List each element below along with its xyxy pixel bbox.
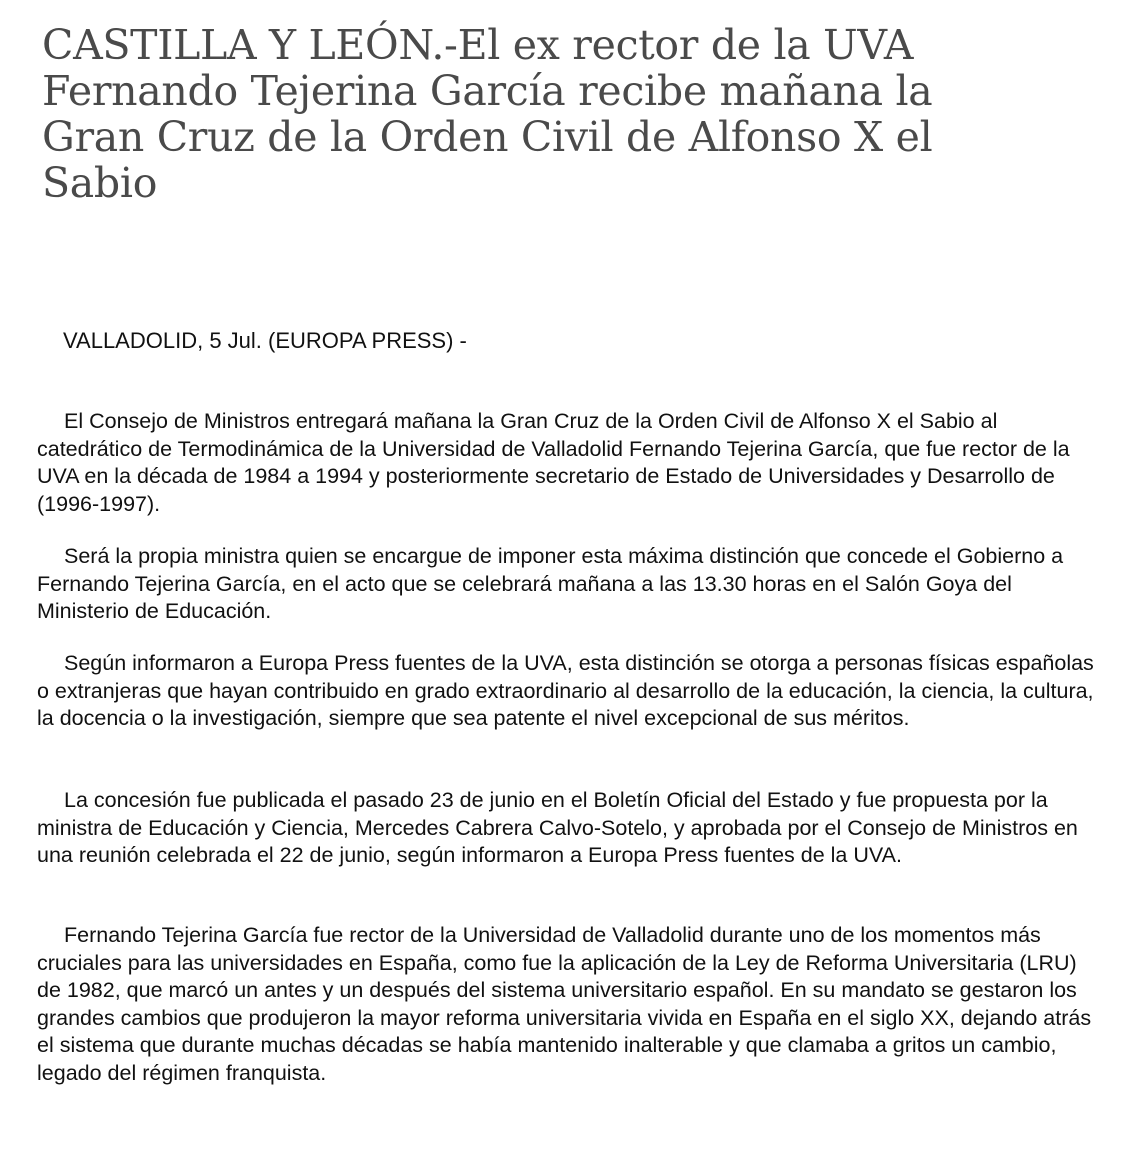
article-paragraph-2: Será la propia ministra quien se encargue de imponer esta máxima distinción que concede el Gobierno a Fernando Tejerina García, en el acto que se celebrará mañana a las 13.30 horas en el Salón Goya del Ministerio de Educación. bbox=[37, 544, 1064, 623]
article-paragraph-5: Fernando Tejerina García fue rector de la Universidad de Valladolid durante uno de los momentos más cruciales para las universidades en España, como fue la aplicación de la Ley de Reforma Universitaria (LRU) de 1982, que marcó un antes y un después del sistema universitario español. En su mandato se gestaron los grandes cambios que produjeron la mayor reforma universitaria vivida en España en el siglo XX, dejando atrás el sistema que durante muchas décadas se había mantenido inalterable y que clamaba a gritos un cambio, legado del régimen franquista. bbox=[37, 923, 1092, 1085]
article-paragraph-3: Según informaron a Europa Press fuentes de la UVA, esta distinción se otorga a personas físicas españolas o extranjeras que hayan contribuido en grado extraordinario al desarrollo de la educación, la ciencia, la cultura, la docencia o la investigación, siempre que sea patente el nivel excepcional de sus méritos. bbox=[37, 651, 1094, 730]
article-paragraph-1: El Consejo de Ministros entregará mañana la Gran Cruz de la Orden Civil de Alfonso X el Sabio al catedrático de Termodinámica de la Universidad de Valladolid Fernando Tejerina García, que fue rector de la UVA en la década de 1984 a 1994 y posteriormente secretario de Estado de Universidades y Desarrollo de (1996-1997). bbox=[37, 409, 1070, 516]
article-dateline: VALLADOLID, 5 Jul. (EUROPA PRESS) - bbox=[63, 328, 467, 353]
article-paragraph-4: La concesión fue publicada el pasado 23 de junio en el Boletín Oficial del Estado y fue propuesta por la ministra de Educación y Ciencia, Mercedes Cabrera Calvo-Sotelo, y aprobada por el Consejo de Ministros en una reunión celebrada el 22 de junio, según informaron a Europa Press fuentes de la UVA. bbox=[37, 788, 1078, 867]
article-headline: CASTILLA Y LEÓN.-El ex rector de la UVA Fernando Tejerina García recibe mañana la Gran Cruz de la Orden Civil de Alfonso X el Sabio bbox=[42, 21, 933, 207]
